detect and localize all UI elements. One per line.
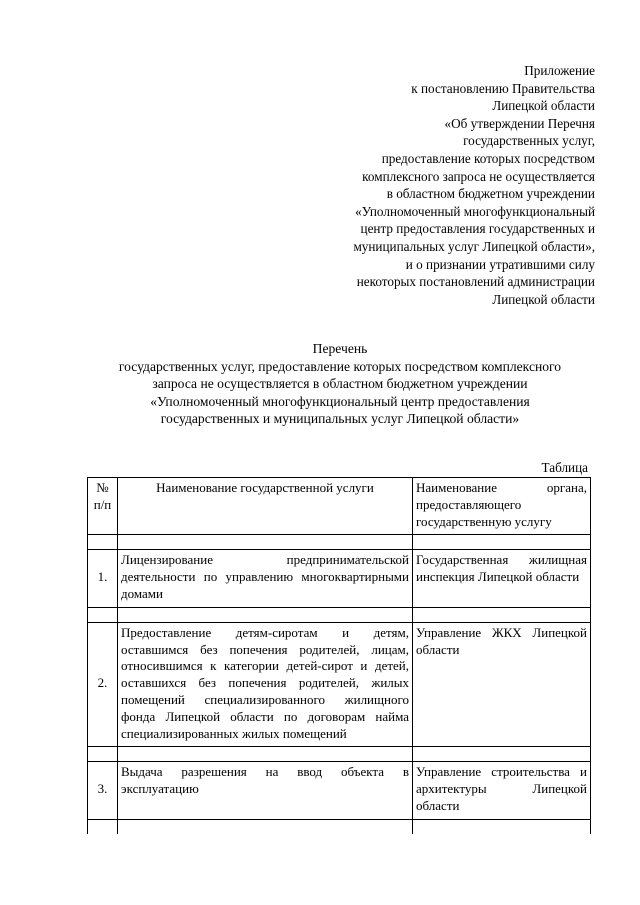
appendix-line: центр предоставления государственных и — [360, 221, 595, 237]
spacer-cell — [413, 747, 591, 762]
appendix-line: некоторых постановлений администрации — [356, 274, 595, 290]
table-row — [88, 550, 591, 607]
header-name: Наименование государственной услуги — [118, 478, 413, 535]
document-heading — [60, 340, 620, 428]
row-organ: Управление строительства и архитектуры Липецкой области — [413, 762, 591, 819]
appendix-line: государственных услуг, — [463, 133, 595, 149]
row-service-name: Лицензирование предпринимательской деятельности по управлению многоквартирными домами — [118, 550, 413, 607]
spacer-cell — [88, 535, 118, 550]
row-organ: Государственная жилищная инспекция Липецкой области — [413, 550, 591, 607]
table-spacer-row — [88, 747, 591, 762]
row-num: 3. — [88, 762, 118, 819]
heading-line: «Уполномоченный многофункциональный центр предоставления — [150, 393, 530, 409]
spacer-cell — [118, 819, 413, 834]
header-org: Наименование органа, предоставляющего государственную услугу — [413, 478, 591, 535]
spacer-cell — [413, 607, 591, 622]
appendix-line: и о признании утратившими силу — [405, 256, 595, 272]
appendix-line: в областном бюджетном учреждении — [386, 186, 595, 202]
table-row — [88, 762, 591, 819]
appendix-line: муниципальных услуг Липецкой области», — [353, 238, 595, 254]
row-num: 2. — [88, 622, 118, 747]
row-num: 1. — [88, 550, 118, 607]
table-header-row — [88, 478, 591, 535]
heading-line: государственных услуг, предоставление которых посредством комплексного — [118, 358, 562, 374]
row-service-name: Выдача разрешения на ввод объекта в эксплуатацию — [118, 762, 413, 819]
appendix-line: «Об утверждении Перечня — [444, 115, 595, 131]
appendix-line: Липецкой области — [492, 291, 595, 307]
table-label: Таблица — [541, 460, 588, 475]
heading-line: государственных и муниципальных услуг Липецкой области» — [160, 411, 520, 427]
spacer-cell — [413, 535, 591, 550]
header-num: № п/п — [88, 478, 118, 535]
heading-title: Перечень — [312, 341, 368, 356]
services-table — [87, 477, 591, 834]
spacer-cell — [413, 819, 591, 834]
table-spacer-row — [88, 819, 591, 834]
appendix-line: Приложение — [524, 63, 595, 78]
appendix-line: к постановлению Правительства — [411, 80, 595, 96]
spacer-cell — [88, 819, 118, 834]
row-service-name: Предоставление детям-сиротам и детям, оставшимся без попечения родителей, лицам, относившимся к категории детей-сирот и детей, оставшихся без попечения родителей, жилых помещений специализированного жилищного фонда Липецкой области по договорам найма специализированных жилых помещений — [118, 622, 413, 747]
spacer-cell — [88, 747, 118, 762]
appendix-line: «Уполномоченный многофункциональный — [355, 203, 595, 219]
spacer-cell — [118, 607, 413, 622]
table-row — [88, 622, 591, 747]
appendix-line: предоставление которых посредством — [381, 150, 595, 166]
table-spacer-row — [88, 535, 591, 550]
appendix-line: Липецкой области — [492, 98, 595, 114]
appendix-line: комплексного запроса не осуществляется — [362, 168, 595, 184]
table-spacer-row — [88, 607, 591, 622]
heading-line: запроса не осуществляется в областном бюджетном учреждении — [152, 376, 528, 392]
appendix-block — [275, 62, 595, 308]
spacer-cell — [88, 607, 118, 622]
spacer-cell — [118, 535, 413, 550]
row-organ: Управление ЖКХ Липецкой области — [413, 622, 591, 747]
spacer-cell — [118, 747, 413, 762]
